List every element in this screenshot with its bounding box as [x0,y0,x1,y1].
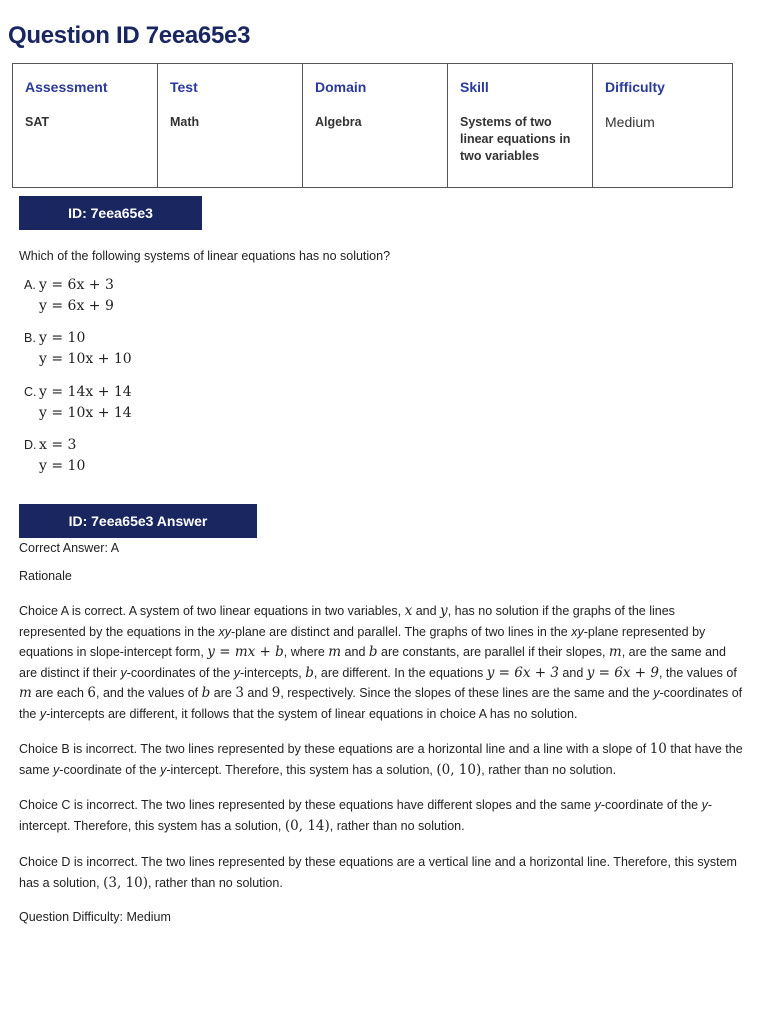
choice-d [24,435,85,477]
page-title: Question ID 7eea65e3 [8,22,251,49]
answer-id-bar: ID: 7eea65e3 Answer [19,504,257,538]
meta-cell-assessment [13,64,158,188]
choice-equation: y = 10x + 10 [39,351,132,367]
choice-equation: y = 10x + 14 [39,405,132,421]
question-meta-table [12,63,733,188]
meta-cell-domain [303,64,448,188]
question-prompt: Which of the following systems of linear equations has no solution? [19,249,391,263]
meta-value-domain: Algebra [315,115,362,129]
meta-value-skill: Systems of two linear equations in two variables [460,115,571,163]
question-difficulty: Question Difficulty: Medium [19,910,171,924]
meta-cell-difficulty [593,64,733,188]
choice-label: B. [24,331,36,345]
question-id-bar: ID: 7eea65e3 [19,196,202,230]
meta-header-test: Test [170,79,198,95]
choice-b [24,328,132,370]
choice-label: A. [24,278,36,292]
meta-header-assessment: Assessment [25,79,108,95]
choice-equation: y = 6x + 9 [39,298,114,314]
meta-header-skill: Skill [460,79,489,95]
meta-cell-skill [448,64,593,188]
meta-cell-test [158,64,303,188]
correct-answer: Correct Answer: A [19,541,120,555]
choice-label: D. [24,438,37,452]
rationale-choice-c: Choice C is incorrect. The two lines represented by these equations have different slopes and the same y-coordinate of the y-intercept. Therefore, this system has a solution, (0, 14), rather than no solution. [19,798,712,834]
rationale-choice-b: Choice B is incorrect. The two lines represented by these equations are a horizontal line and a line with a slope of 10 that have the same y-coordinate of the y-intercept. Therefore, this system has a solution, (0, 10), rather than no solution. [19,741,743,778]
meta-header-domain: Domain [315,79,367,95]
meta-value-difficulty: Medium [605,114,655,130]
rationale-heading: Rationale [19,569,72,583]
meta-value-assessment: SAT [25,115,50,129]
choice-equation: x = 3 [39,437,77,453]
choice-equation: y = 10 [39,330,86,346]
choice-equation: y = 6x + 3 [39,277,114,293]
rationale-choice-d: Choice D is incorrect. The two lines represented by these equations are a vertical line and a horizontal line. Therefore, this system has a solution, (3, 10), rather than no solution. [19,855,737,891]
meta-value-test: Math [170,115,200,129]
choice-label: C. [24,385,37,399]
choice-equation: y = 14x + 14 [39,384,132,400]
rationale-choice-a: Choice A is correct. A system of two linear equations in two variables, x and y, has no solution if the graphs of the lines represented by the equations in the xy-plane are distinct and parallel. The graphs of two lines in the xy-plane represented by equations in slope-intercept form, y = mx + b, where m and b are constants, are parallel if their slopes, m, are the same and are distinct if their y-coordinates of the y-intercepts, b, are different. In the equations y = 6x + 3 and y = 6x + 9, the values of m are each 6, and the values of b are 3 and 9, respectively. Since the slopes of these lines are the same and the y-coordinates of the y-intercepts are different, it follows that the system of linear equations in choice A has no solution. [19,603,743,721]
choice-c [24,382,132,424]
choice-a [24,275,114,317]
choice-equation: y = 10 [39,458,86,474]
meta-header-difficulty: Difficulty [605,79,665,95]
